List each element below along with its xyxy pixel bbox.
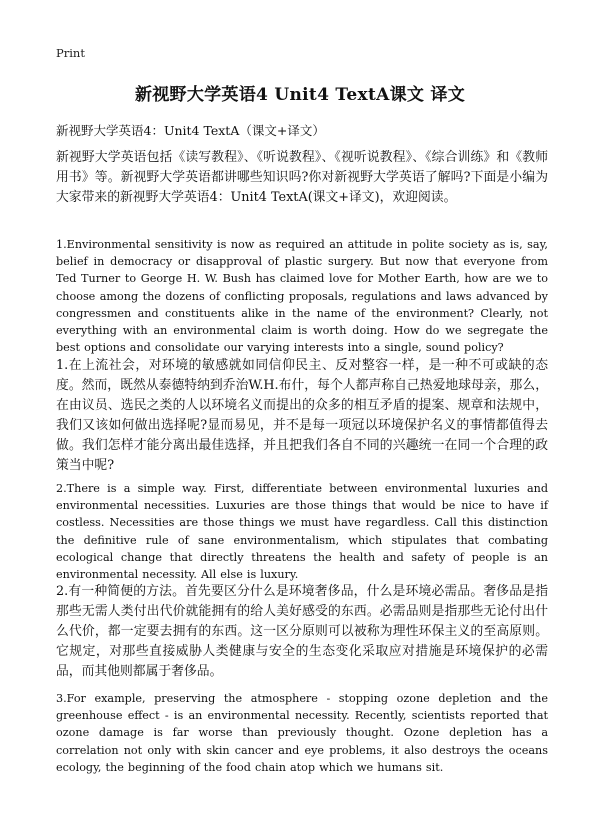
- page-subtitle: 新视野大学英语4：Unit4 TextA（课文+译文）: [56, 123, 325, 138]
- intro-paragraph: 新视野大学英语包括《读写教程》、《听说教程》、《视听说教程》、《综合训练》和《教师用书》等。新视野大学英语都讲哪些知识吗?你对新视野大学英语了解吗?下面是小编为大家带来的新视野大学英语4：Unit4 TextA(课文+译文)，欢迎阅读。: [56, 150, 548, 205]
- english-paragraph-1: 1.Environmental sensitivity is now as required an attitude in polite society as is, say, belief in democracy or disapproval of plastic surgery. But now that everyone from Ted Turner to George H. W. Bush has claimed love for Mother Earth, how are we to choose among the dozens of conflicting proposals, regulations and laws advanced by congressmen and constituents alike in the name of the environment? Clearly, not everything with an environmental claim is worth doing. How do we segregate the best options and consolidate our varying interests into a single, sound policy?: [56, 238, 548, 355]
- chinese-paragraph-1: 1.在上流社会，对环境的敏感就如同信仰民主、反对整容一样，是一种不可或缺的态度。然而，既然从泰德特纳到乔治W.H.布什，每个人都声称自己热爱地球母亲，那么，在由议员、选民之类的人以环境名义而提出的众多的相互矛盾的提案、规章和法规中，我们又该如何做出选择呢?显而易见，并不是每一项冠以环境保护名义的事情都值得去做。我们怎样才能分离出最佳选择，并且把我们各自不同的兴趣统一在同一个合理的政策当中呢?: [56, 358, 548, 473]
- chinese-paragraph-2: 2.有一种简便的方法。首先要区分什么是环境奢侈品，什么是环境必需品。奢侈品是指那些无需人类付出代价就能拥有的给人美好感受的东西。必需品则是指那些无论付出什么代价，都一定要去拥有的东西。这一区分原则可以被称为理性环保主义的至高原则。它规定，对那些直接威胁人类健康与安全的生态变化采取应对措施是环境保护的必需品，而其他则都属于奢侈品。: [56, 584, 548, 679]
- english-paragraph-2: 2.There is a simple way. First, differentiate between environmental luxuries and environmental necessities. Luxuries are those things that would be nice to have if costless. Necessities are those things we must have regardless. Call this distinction the definitive rule of sane environmentalism, which stipulates that combating ecological change that directly threatens the health and safety of people is an environmental necessity. All else is luxury.: [56, 482, 548, 582]
- english-paragraph-3: 3.For example, preserving the atmosphere - stopping ozone depletion and the greenhouse effect - is an environmental necessity. Recently, scientists reported that ozone damage is far worse than previously thought. Ozone depletion has a correlation not only with skin cancer and eye problems, it also destroys the oceans ecology, the beginning of the food chain atop which we humans sit.: [56, 692, 548, 774]
- print-link[interactable]: Print: [56, 46, 85, 60]
- page-title: 新视野大学英语4 Unit4 TextA课文 译文: [134, 85, 466, 105]
